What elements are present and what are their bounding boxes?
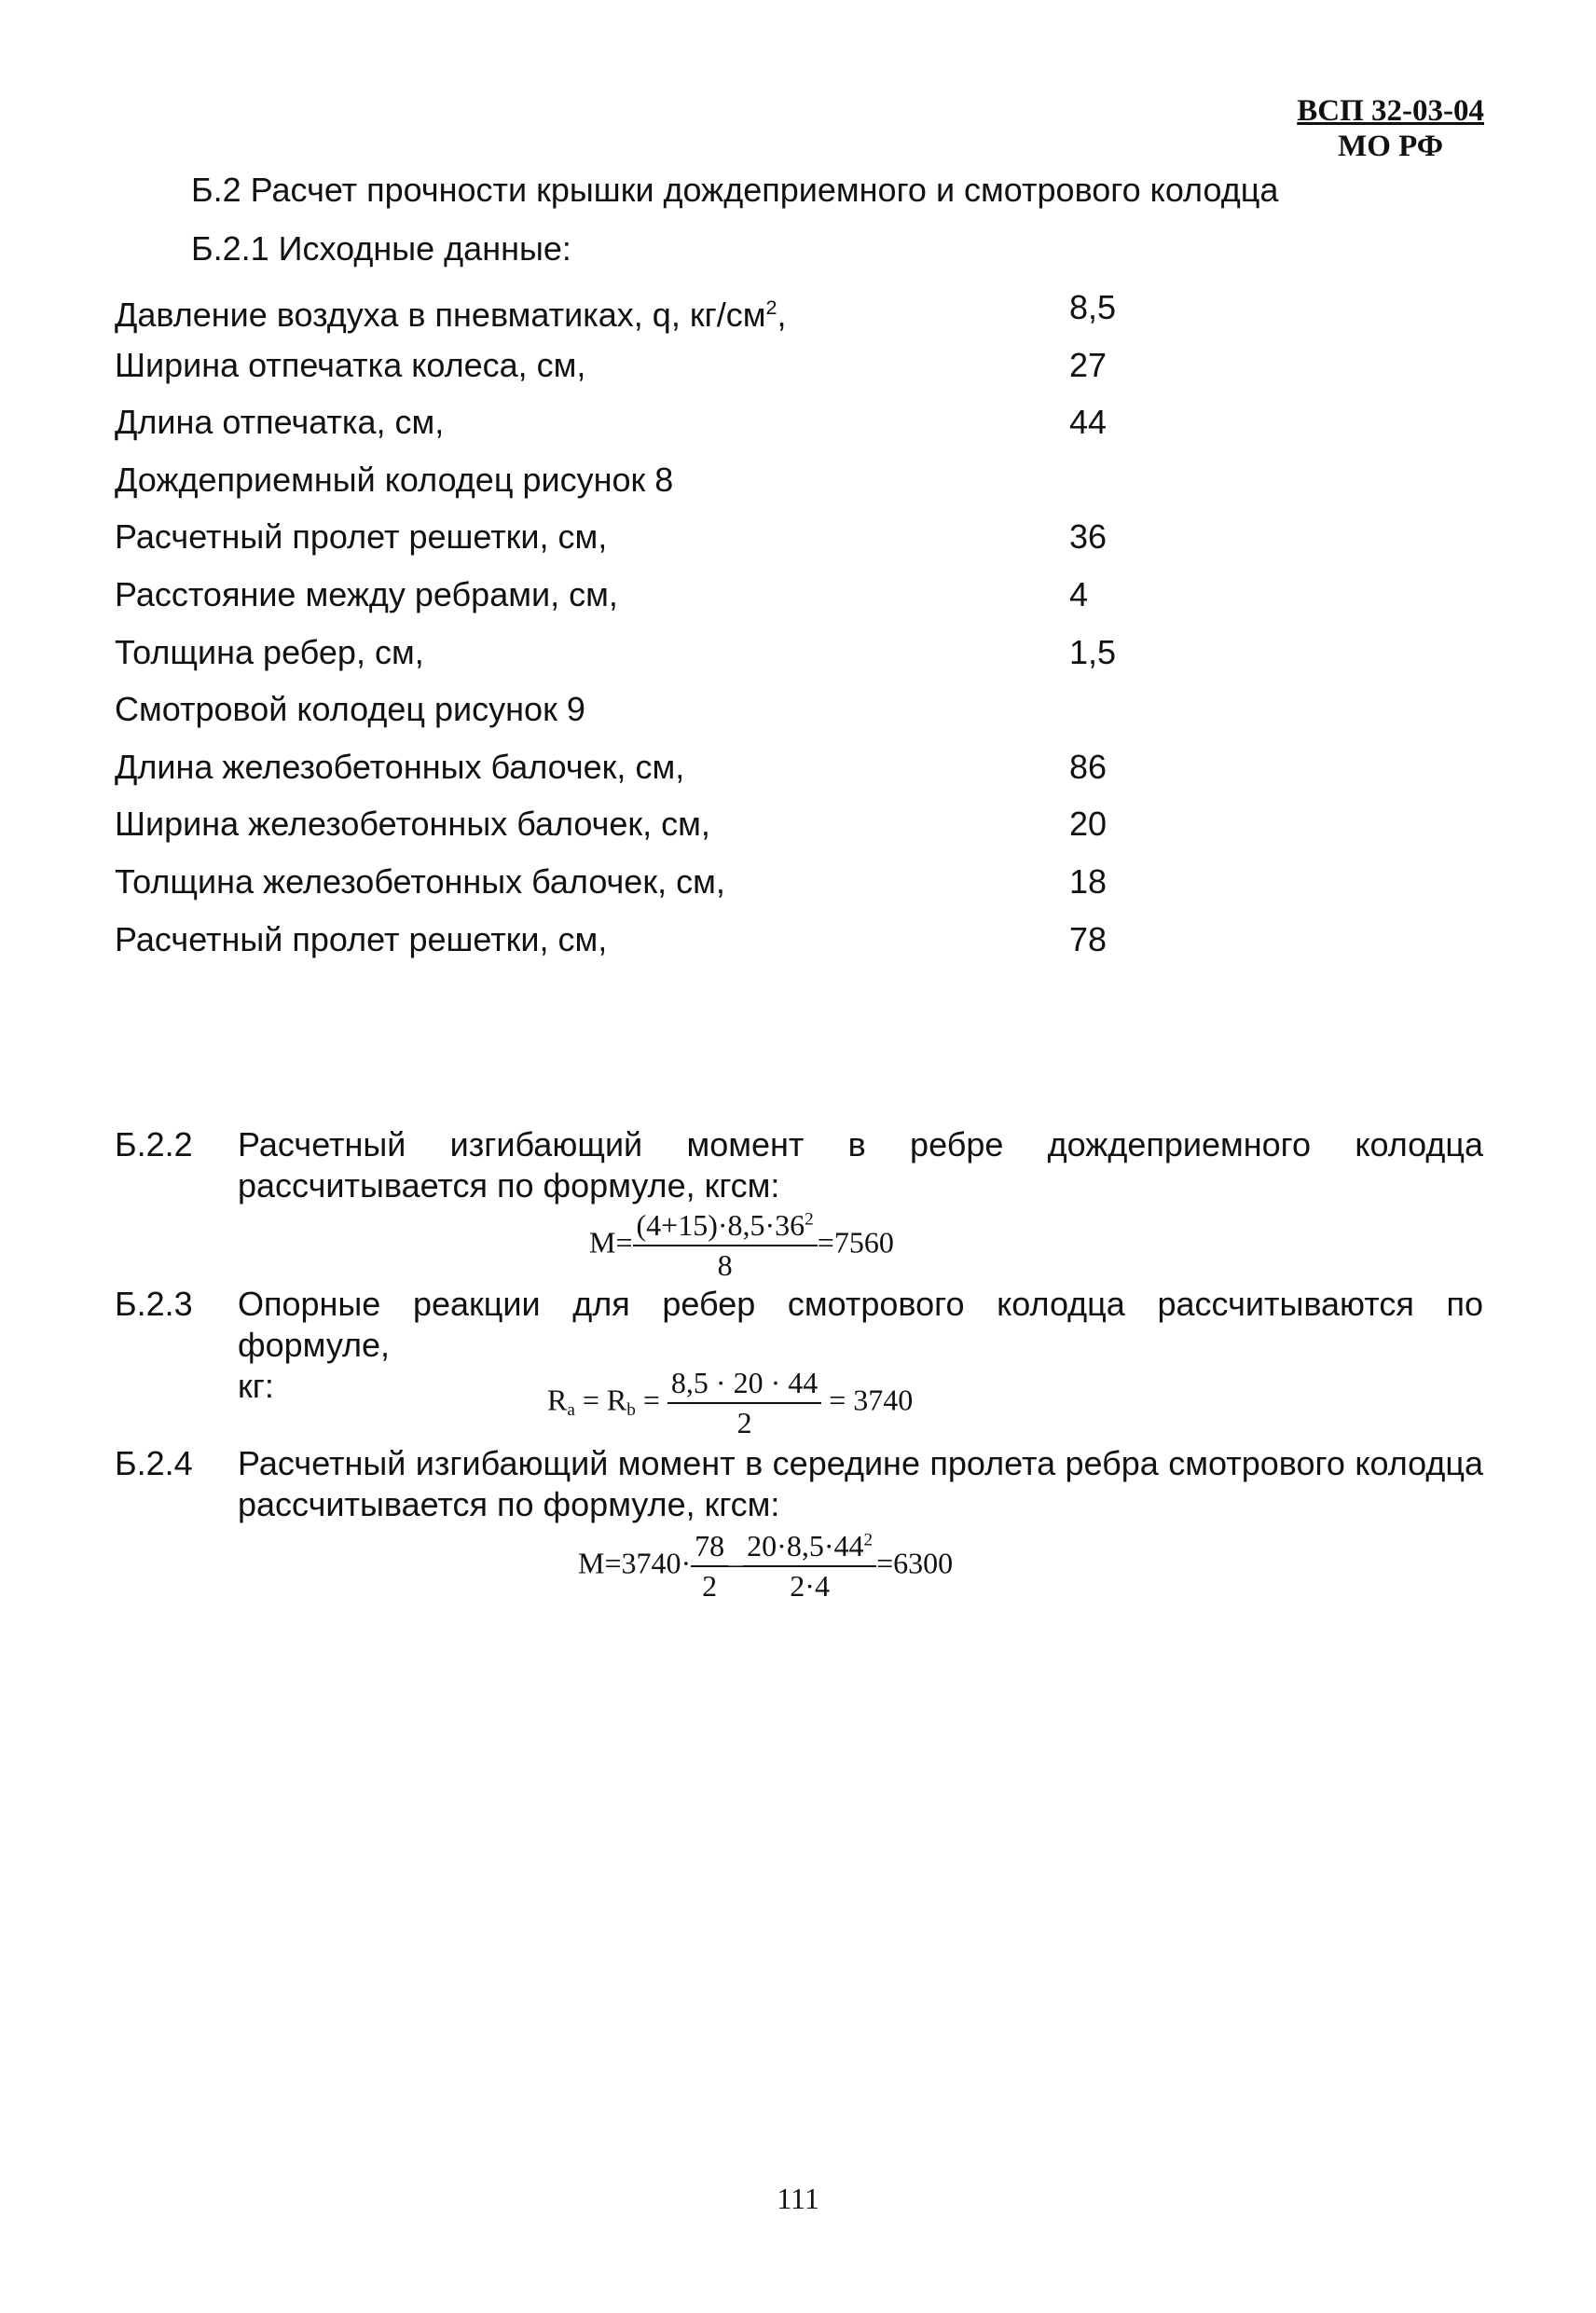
section-text-line1: Расчетный изгибающий момент в середине пролета ребра смотрового колодца xyxy=(238,1444,1483,1482)
param-value: 44 xyxy=(1069,403,1108,442)
formula-moment-rib: M= $\frac{(4+15)\cdot 8,5\cdot 36^2}{8}$ =7560 xyxy=(589,1208,894,1282)
param-row xyxy=(115,567,1327,625)
section-text-line2: рассчитывается по формуле, кгсм: xyxy=(238,1166,780,1205)
section-text-line1: Расчетный изгибающий момент в ребре дождеприемного колодца xyxy=(238,1125,1483,1163)
param-row xyxy=(115,682,1327,739)
section-number: Б.2.2 xyxy=(115,1125,193,1163)
param-row xyxy=(115,452,1327,510)
section-text-line1: Опорные реакции для ребер смотрового колодца рассчитываются по формуле, xyxy=(238,1285,1483,1364)
section-text xyxy=(238,1443,1483,1525)
param-value: 27 xyxy=(1069,345,1108,384)
section-number: Б.2.4 xyxy=(115,1444,193,1482)
param-label: Длина отпечатка, см, xyxy=(115,403,445,442)
param-label: Расчетный пролет решетки, см, xyxy=(115,517,608,557)
document-code xyxy=(1297,93,1484,164)
param-value: 86 xyxy=(1069,747,1108,786)
param-row xyxy=(115,337,1327,395)
page-number: 111 xyxy=(777,2182,819,2215)
param-label: Дождеприемный колодец рисунок 8 xyxy=(115,460,674,499)
param-value: 20 xyxy=(1069,805,1108,844)
param-label: Ширина железобетонных балочек, см, xyxy=(115,805,710,844)
param-row xyxy=(115,625,1327,682)
parameters-list xyxy=(115,280,1327,969)
param-value: 1,5 xyxy=(1069,632,1117,671)
param-label: Расстояние между ребрами, см, xyxy=(115,574,618,613)
formula-moment-midspan: M=3740· $\frac{78}{2}$ – $\frac{20\cdot 8,5\cdot 44^2}{2\cdot 4}$ =6300 xyxy=(578,1529,954,1603)
param-label: Ширина отпечатка колеса, см, xyxy=(115,345,586,384)
subsection-title: Б.2.1 Исходные данные: xyxy=(191,229,571,268)
param-value: 4 xyxy=(1069,574,1089,613)
param-row xyxy=(115,280,1327,337)
document-code-line2: МО РФ xyxy=(1338,130,1444,163)
param-row xyxy=(115,394,1327,452)
param-label: Смотровой колодец рисунок 9 xyxy=(115,690,585,729)
param-row xyxy=(115,796,1327,854)
param-row xyxy=(115,509,1327,567)
section-text-line2: рассчитывается по формуле, кгсм: xyxy=(238,1485,780,1523)
section-text xyxy=(238,1124,1483,1206)
param-row xyxy=(115,912,1327,970)
formula-support-reactions: $R_a = R_b$ = $\frac{8,5 \cdot 20 \cdot 44}{2}$ = 3740 xyxy=(547,1366,914,1439)
param-label: Давление воздуха в пневматиках, q, $кг/см^2$, xyxy=(115,296,787,334)
param-row xyxy=(115,854,1327,912)
param-value: 8,5 xyxy=(1069,288,1117,326)
param-value: 18 xyxy=(1069,861,1108,901)
section-text-line2: кг: xyxy=(238,1367,274,1405)
param-value: 78 xyxy=(1069,919,1108,958)
section-title: Б.2 Расчет прочности крышки дождеприемного и смотрового колодца xyxy=(191,171,1279,209)
document-code-line1: ВСП 32-03-04 xyxy=(1297,94,1484,128)
param-value: 36 xyxy=(1069,517,1108,557)
param-label: Толщина ребер, см, xyxy=(115,632,424,671)
section-number: Б.2.3 xyxy=(115,1285,193,1323)
param-row xyxy=(115,739,1327,797)
param-label: Длина железобетонных балочек, см, xyxy=(115,747,685,786)
param-label: Толщина железобетонных балочек, см, xyxy=(115,861,725,901)
param-label: Расчетный пролет решетки, см, xyxy=(115,919,608,958)
